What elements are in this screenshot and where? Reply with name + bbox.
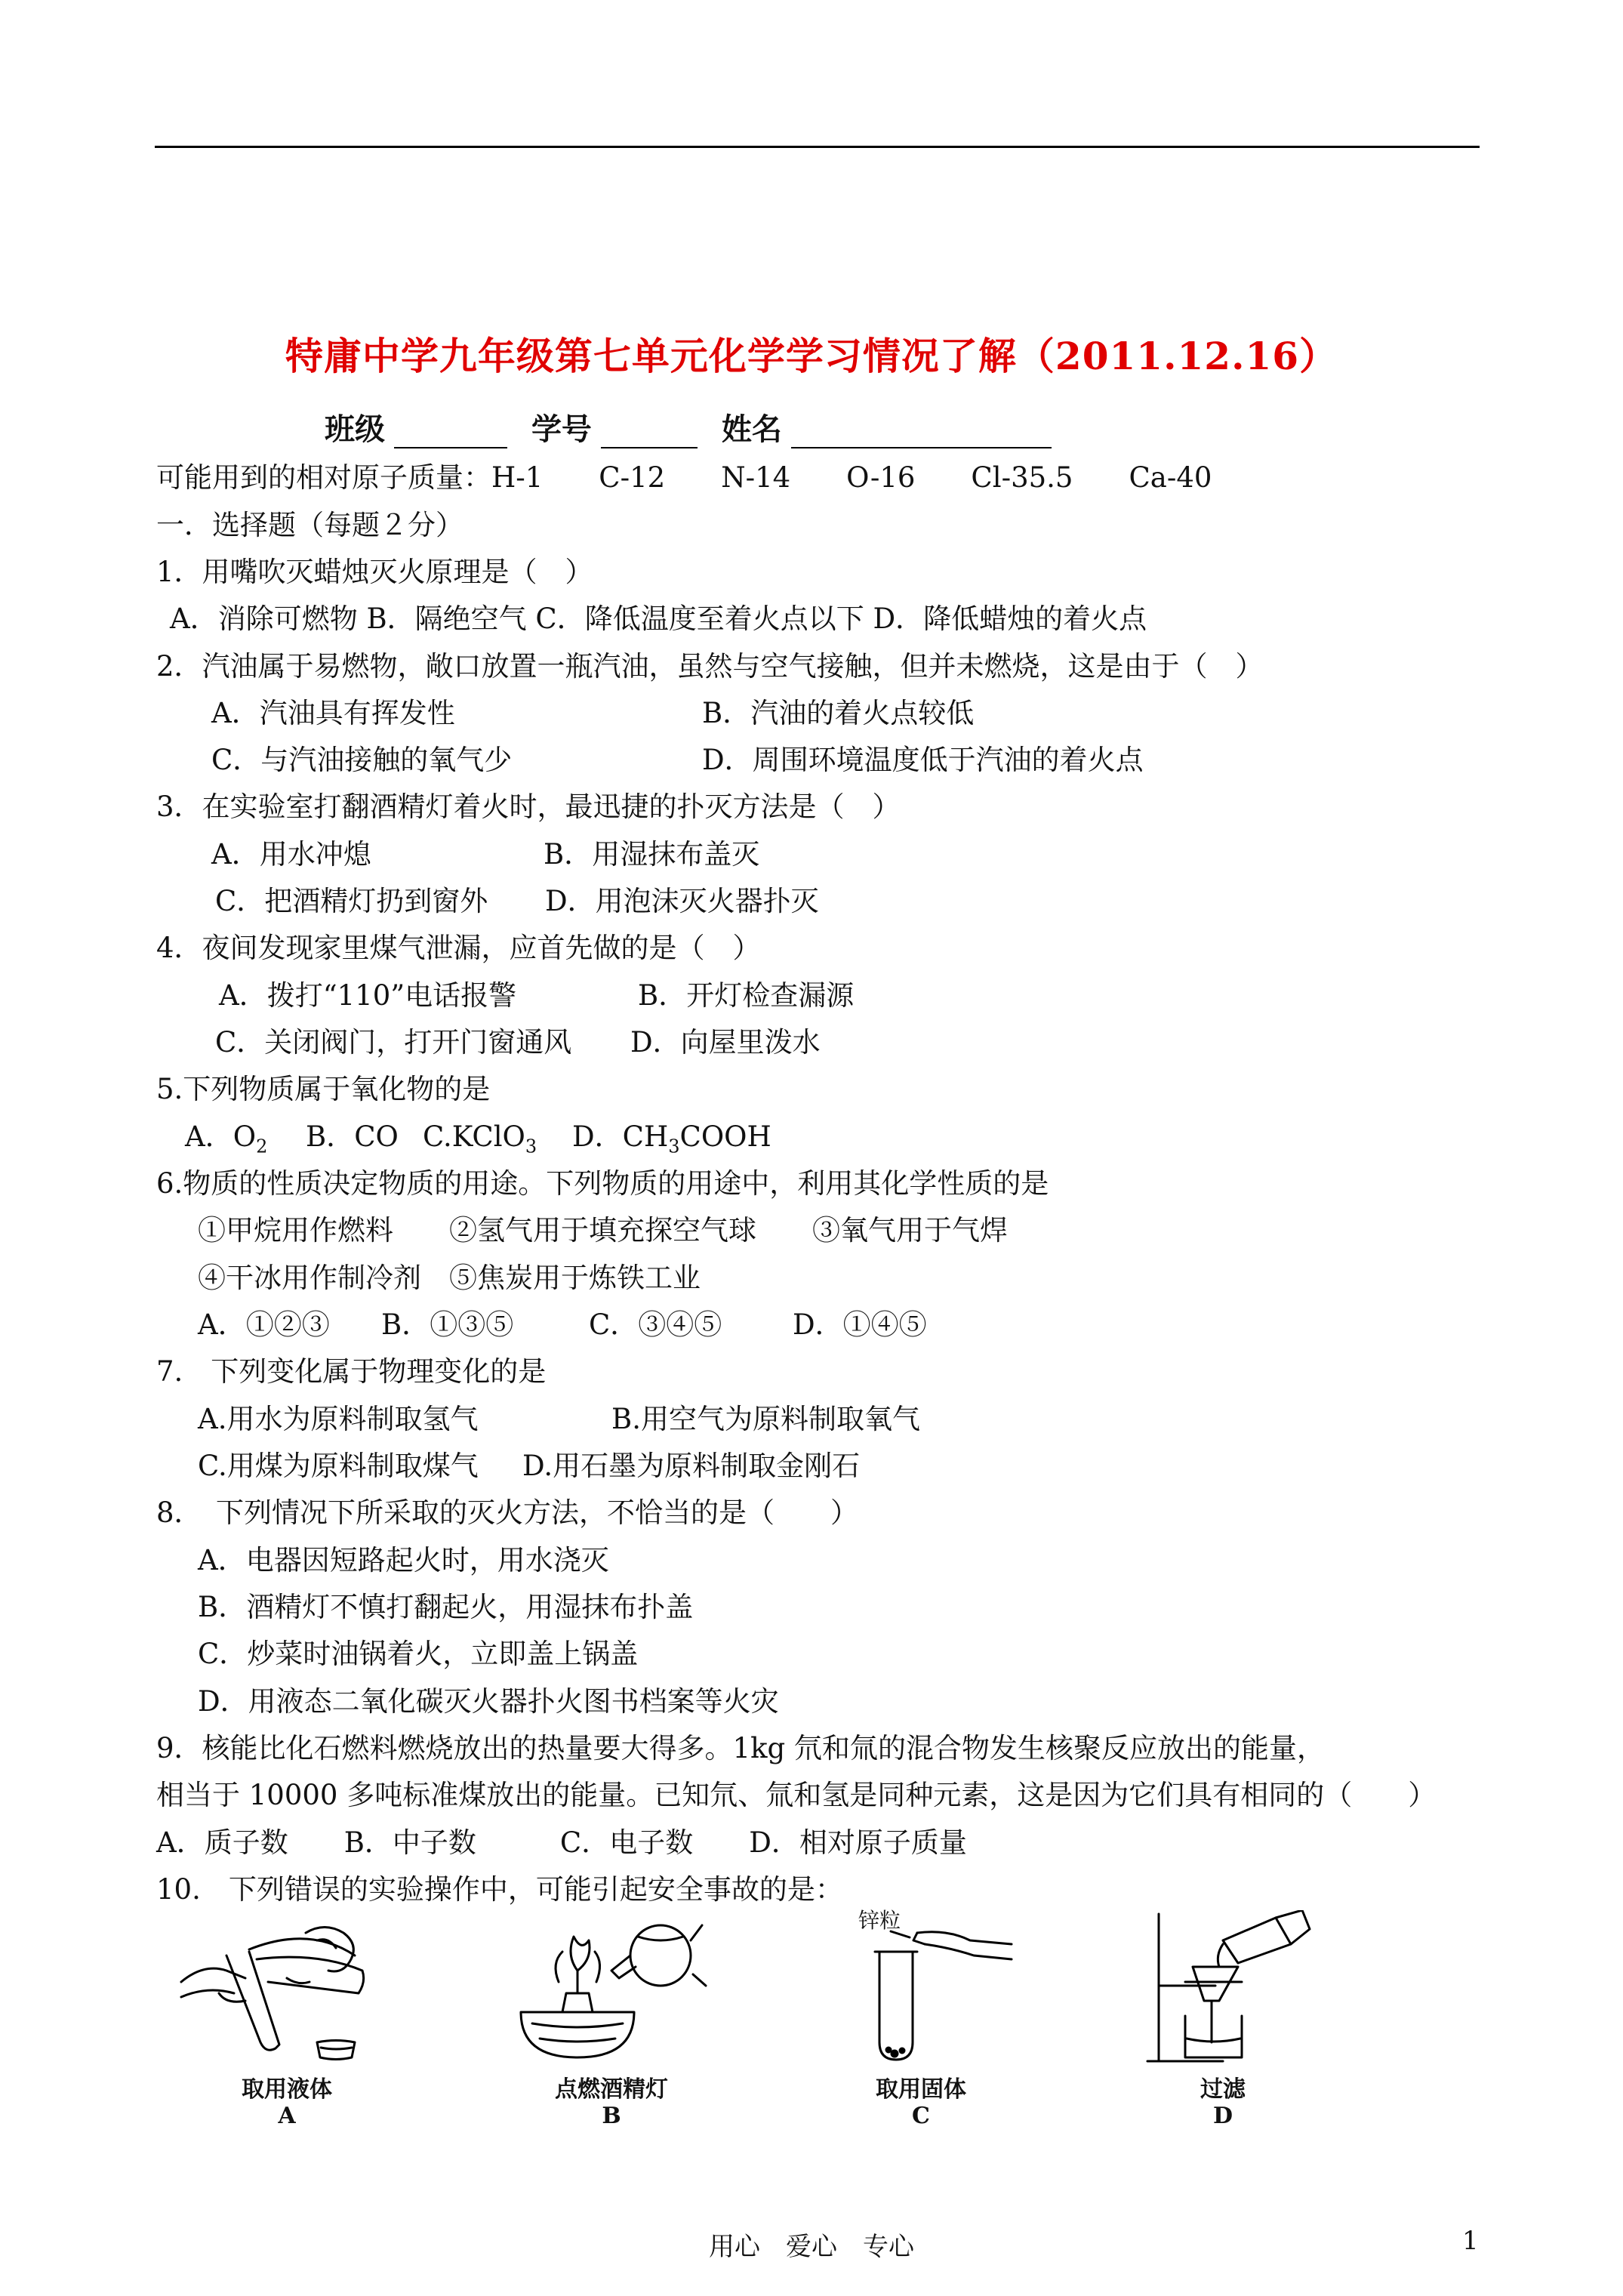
figure-c xyxy=(819,1910,1023,2137)
figure-c-letter: C xyxy=(912,2103,930,2129)
figure-b-caption: 点燃酒精灯 xyxy=(555,2076,668,2103)
q6-option-d: D．①④⑤ xyxy=(793,1308,927,1341)
q8-option-c: C．炒菜时油锅着火，立即盖上锅盖 xyxy=(198,1638,639,1670)
q3-stem: 3．在实验室打翻酒精灯着火时，最迅捷的扑灭方法是（ ） xyxy=(156,791,901,823)
header-rule xyxy=(155,146,1480,148)
q5-option-c: C.KClO$_3$ xyxy=(423,1120,537,1157)
q3-option-c: C．把酒精灯扔到窗外 xyxy=(215,885,488,917)
q3-option-b: B．用湿抹布盖灭 xyxy=(544,838,760,871)
page-number: 1 xyxy=(1462,2226,1479,2256)
q6-statements-1: ①甲烷用作燃料 ②氢气用于填充探空气球 ③氧气用于气焊 xyxy=(198,1214,1008,1247)
figure-c-caption: 取用固体 xyxy=(876,2076,966,2103)
name-blank[interactable] xyxy=(791,420,1052,448)
class-label: 班级 xyxy=(325,411,385,447)
zinc-label: 锌粒 xyxy=(858,1908,901,1933)
number-blank[interactable] xyxy=(601,420,698,448)
number-label: 学号 xyxy=(531,411,592,447)
q6-option-b: B．①③⑤ xyxy=(381,1308,514,1341)
q7-option-b: B.用空气为原料制取氧气 xyxy=(611,1403,920,1435)
class-blank[interactable] xyxy=(394,420,507,448)
q3-option-d: D．用泡沫灭火器扑灭 xyxy=(545,885,819,917)
q4-option-b: B．开灯检查漏源 xyxy=(638,979,855,1012)
section-heading: 一．选择题（每题２分） xyxy=(156,509,463,541)
q7-option-c: C.用煤为原料制取煤气 xyxy=(198,1450,479,1482)
q2-option-b: B．汽油的着火点较低 xyxy=(702,697,975,729)
q6-statements-2: ④干冰用作制冷剂 ⑤焦炭用于炼铁工业 xyxy=(198,1262,701,1294)
q4-option-c: C．关闭阀门，打开门窗通风 xyxy=(215,1026,572,1059)
figure-d xyxy=(1132,1910,1313,2137)
q9-stem-2: 相当于 10000 多吨标准煤放出的能量。已知氘、氚和氢是同种元素，这是因为它们具有相同的（ ） xyxy=(156,1779,1437,1811)
filtration-illustration xyxy=(1132,1910,1313,2069)
q6-option-c: C．③④⑤ xyxy=(589,1308,722,1341)
q3-option-a: A．用水冲熄 xyxy=(211,838,371,871)
q9-stem-1: 9．核能比化石燃料燃烧放出的热量要大得多。1kg 氘和氚的混合物发生核聚反应放出的能量， xyxy=(156,1732,1325,1764)
pouring-liquid-illustration xyxy=(174,1910,400,2069)
q7-option-d: D.用石墨为原料制取金刚石 xyxy=(522,1450,861,1482)
q1-options: A．消除可燃物 B．隔绝空气 C．降低温度至着火点以下 D．降低蜡烛的着火点 xyxy=(170,603,1147,635)
q5-option-b: B．CO xyxy=(306,1120,399,1153)
q10-figures xyxy=(174,1910,1313,2137)
q8-option-d: D．用液态二氧化碳灭火器扑火图书档案等火灾 xyxy=(198,1685,779,1718)
q2-option-d: D．周围环境温度低于汽油的着火点 xyxy=(702,744,1144,776)
page-title: 特庸中学九年级第七单元化学学习情况了解（2011.12.16） xyxy=(285,334,1338,378)
student-info-line xyxy=(325,405,1065,448)
alcohol-lamp-illustration xyxy=(506,1910,717,2069)
figure-b xyxy=(506,1910,717,2137)
q4-option-a: A．拨打“110”电话报警 xyxy=(219,979,517,1012)
q5-option-a: A．$O_2$ xyxy=(185,1120,268,1157)
q8-option-b: B．酒精灯不慎打翻起火，用湿抹布扑盖 xyxy=(198,1591,694,1623)
q8-stem: 8． 下列情况下所采取的灭火方法，不恰当的是（ ） xyxy=(156,1496,859,1529)
figure-a xyxy=(174,1910,400,2137)
q4-option-d: D．向屋里泼水 xyxy=(630,1026,821,1059)
name-label: 姓名 xyxy=(721,411,782,447)
q2-option-a: A．汽油具有挥发性 xyxy=(211,697,455,729)
figure-d-caption: 过滤 xyxy=(1200,2076,1246,2103)
taking-solid-illustration xyxy=(819,1910,1023,2069)
q6-option-a: A．①②③ xyxy=(198,1308,330,1341)
figure-a-letter: A xyxy=(278,2103,296,2129)
q5-option-d: D．$CH_3COOH$ xyxy=(572,1120,771,1157)
q2-option-c: C．与汽油接触的氧气少 xyxy=(211,744,513,776)
q1-stem: 1．用嘴吹灭蜡烛灭火原理是（ ） xyxy=(156,556,593,588)
figure-d-letter: D xyxy=(1212,2103,1233,2129)
figure-a-caption: 取用液体 xyxy=(242,2076,332,2103)
q4-stem: 4．夜间发现家里煤气泄漏，应首先做的是（ ） xyxy=(156,932,761,964)
q10-stem: 10. 下列错误的实验操作中，可能引起安全事故的是： xyxy=(156,1873,843,1906)
atomic-masses: 可能用到的相对原子质量：H-1 C-12 N-14 O-16 Cl-35.5 Ca-40 xyxy=(156,461,1212,494)
q7-option-a: A.用水为原料制取氢气 xyxy=(198,1403,479,1435)
q5-stem: 5.下列物质属于氧化物的是 xyxy=(156,1073,491,1105)
figure-b-letter: B xyxy=(602,2103,621,2129)
q8-option-a: A．电器因短路起火时，用水浇灭 xyxy=(198,1544,609,1576)
q7-stem: 7. 下列变化属于物理变化的是 xyxy=(156,1355,547,1388)
page-footer: 用心 爱心 专心 xyxy=(709,2232,914,2262)
q6-stem: 6.物质的性质决定物质的用途。下列物质的用途中，利用其化学性质的是 xyxy=(156,1167,1049,1200)
q9-options: A．质子数 B．中子数 C．电子数 D．相对原子质量 xyxy=(156,1826,967,1859)
q2-stem: 2．汽油属于易燃物，敞口放置一瓶汽油，虽然与空气接触，但并未燃烧，这是由于（ ） xyxy=(156,650,1264,683)
